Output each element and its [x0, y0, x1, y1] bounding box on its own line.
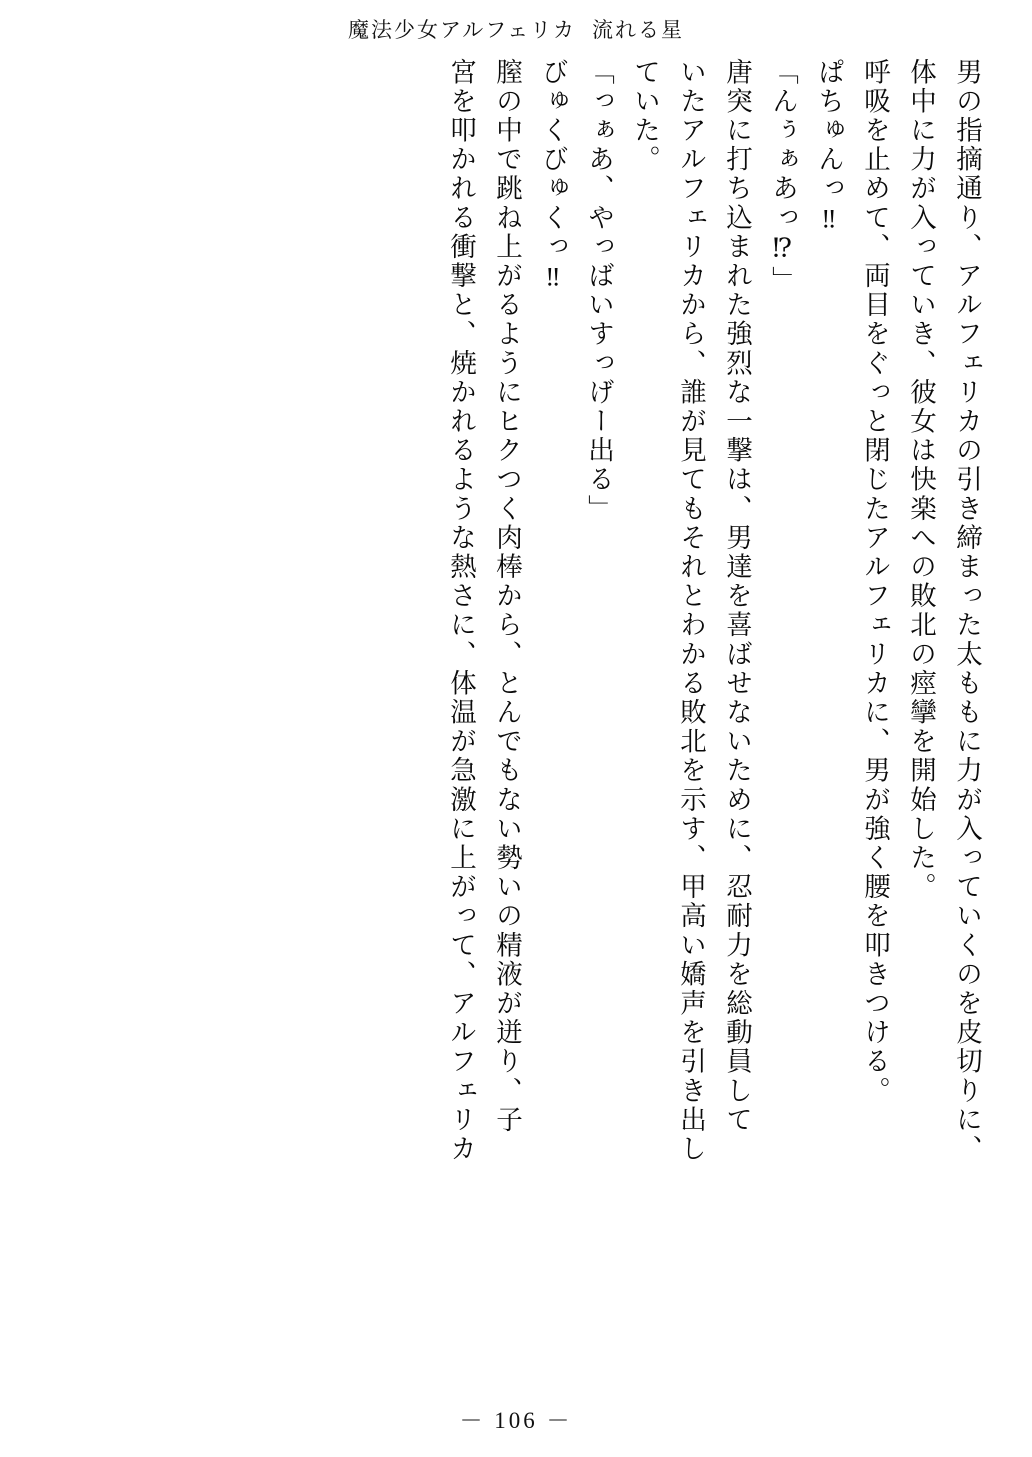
text-line: いたアルフェリカから、誰が見てもそれとわかる敗北を示す、甲高い嬌声を引き出し: [676, 58, 706, 1164]
text-line: 「っぁあ、やっばいすっげー出る」: [584, 58, 614, 524]
text-line: 唐突に打ち込まれた強烈な一撃は、男達を喜ばせないために、忍耐力を総動員して: [722, 58, 752, 1135]
page-header: [0, 14, 1032, 44]
page-number: － 106 －: [459, 1408, 573, 1433]
text-line: 膣の中で跳ね上がるようにヒクつく肉棒から、とんでもない勢いの精液が迸り、子: [492, 58, 522, 1135]
text-line: 呼吸を止めて、両目をぐっと閉じたアルフェリカに、男が強く腰を叩きつける。: [860, 58, 890, 1106]
text-line: 「んぅぁあっ⁉」: [768, 58, 798, 296]
header-series-title: 魔法少女アルフェリカ: [348, 18, 576, 42]
text-line: 宮を叩かれる衝撃と、焼かれるような熱さに、体温が急激に上がって、アルフェリカ: [446, 58, 476, 1164]
text-line: ぱちゅんっ‼: [814, 58, 844, 237]
text-line: 男の指摘通り、アルフェリカの引き締まった太ももに力が入っていくのを皮切りに、: [952, 58, 982, 1164]
text-line: 体中に力が入っていき、彼女は快楽への敗北の痙攣を開始した。: [906, 58, 936, 902]
text-line: びゅくびゅくっ‼: [538, 58, 568, 295]
text-line: ていた。: [630, 58, 660, 175]
header-subtitle: 流れる星: [591, 18, 684, 42]
page-body: [52, 58, 980, 1368]
